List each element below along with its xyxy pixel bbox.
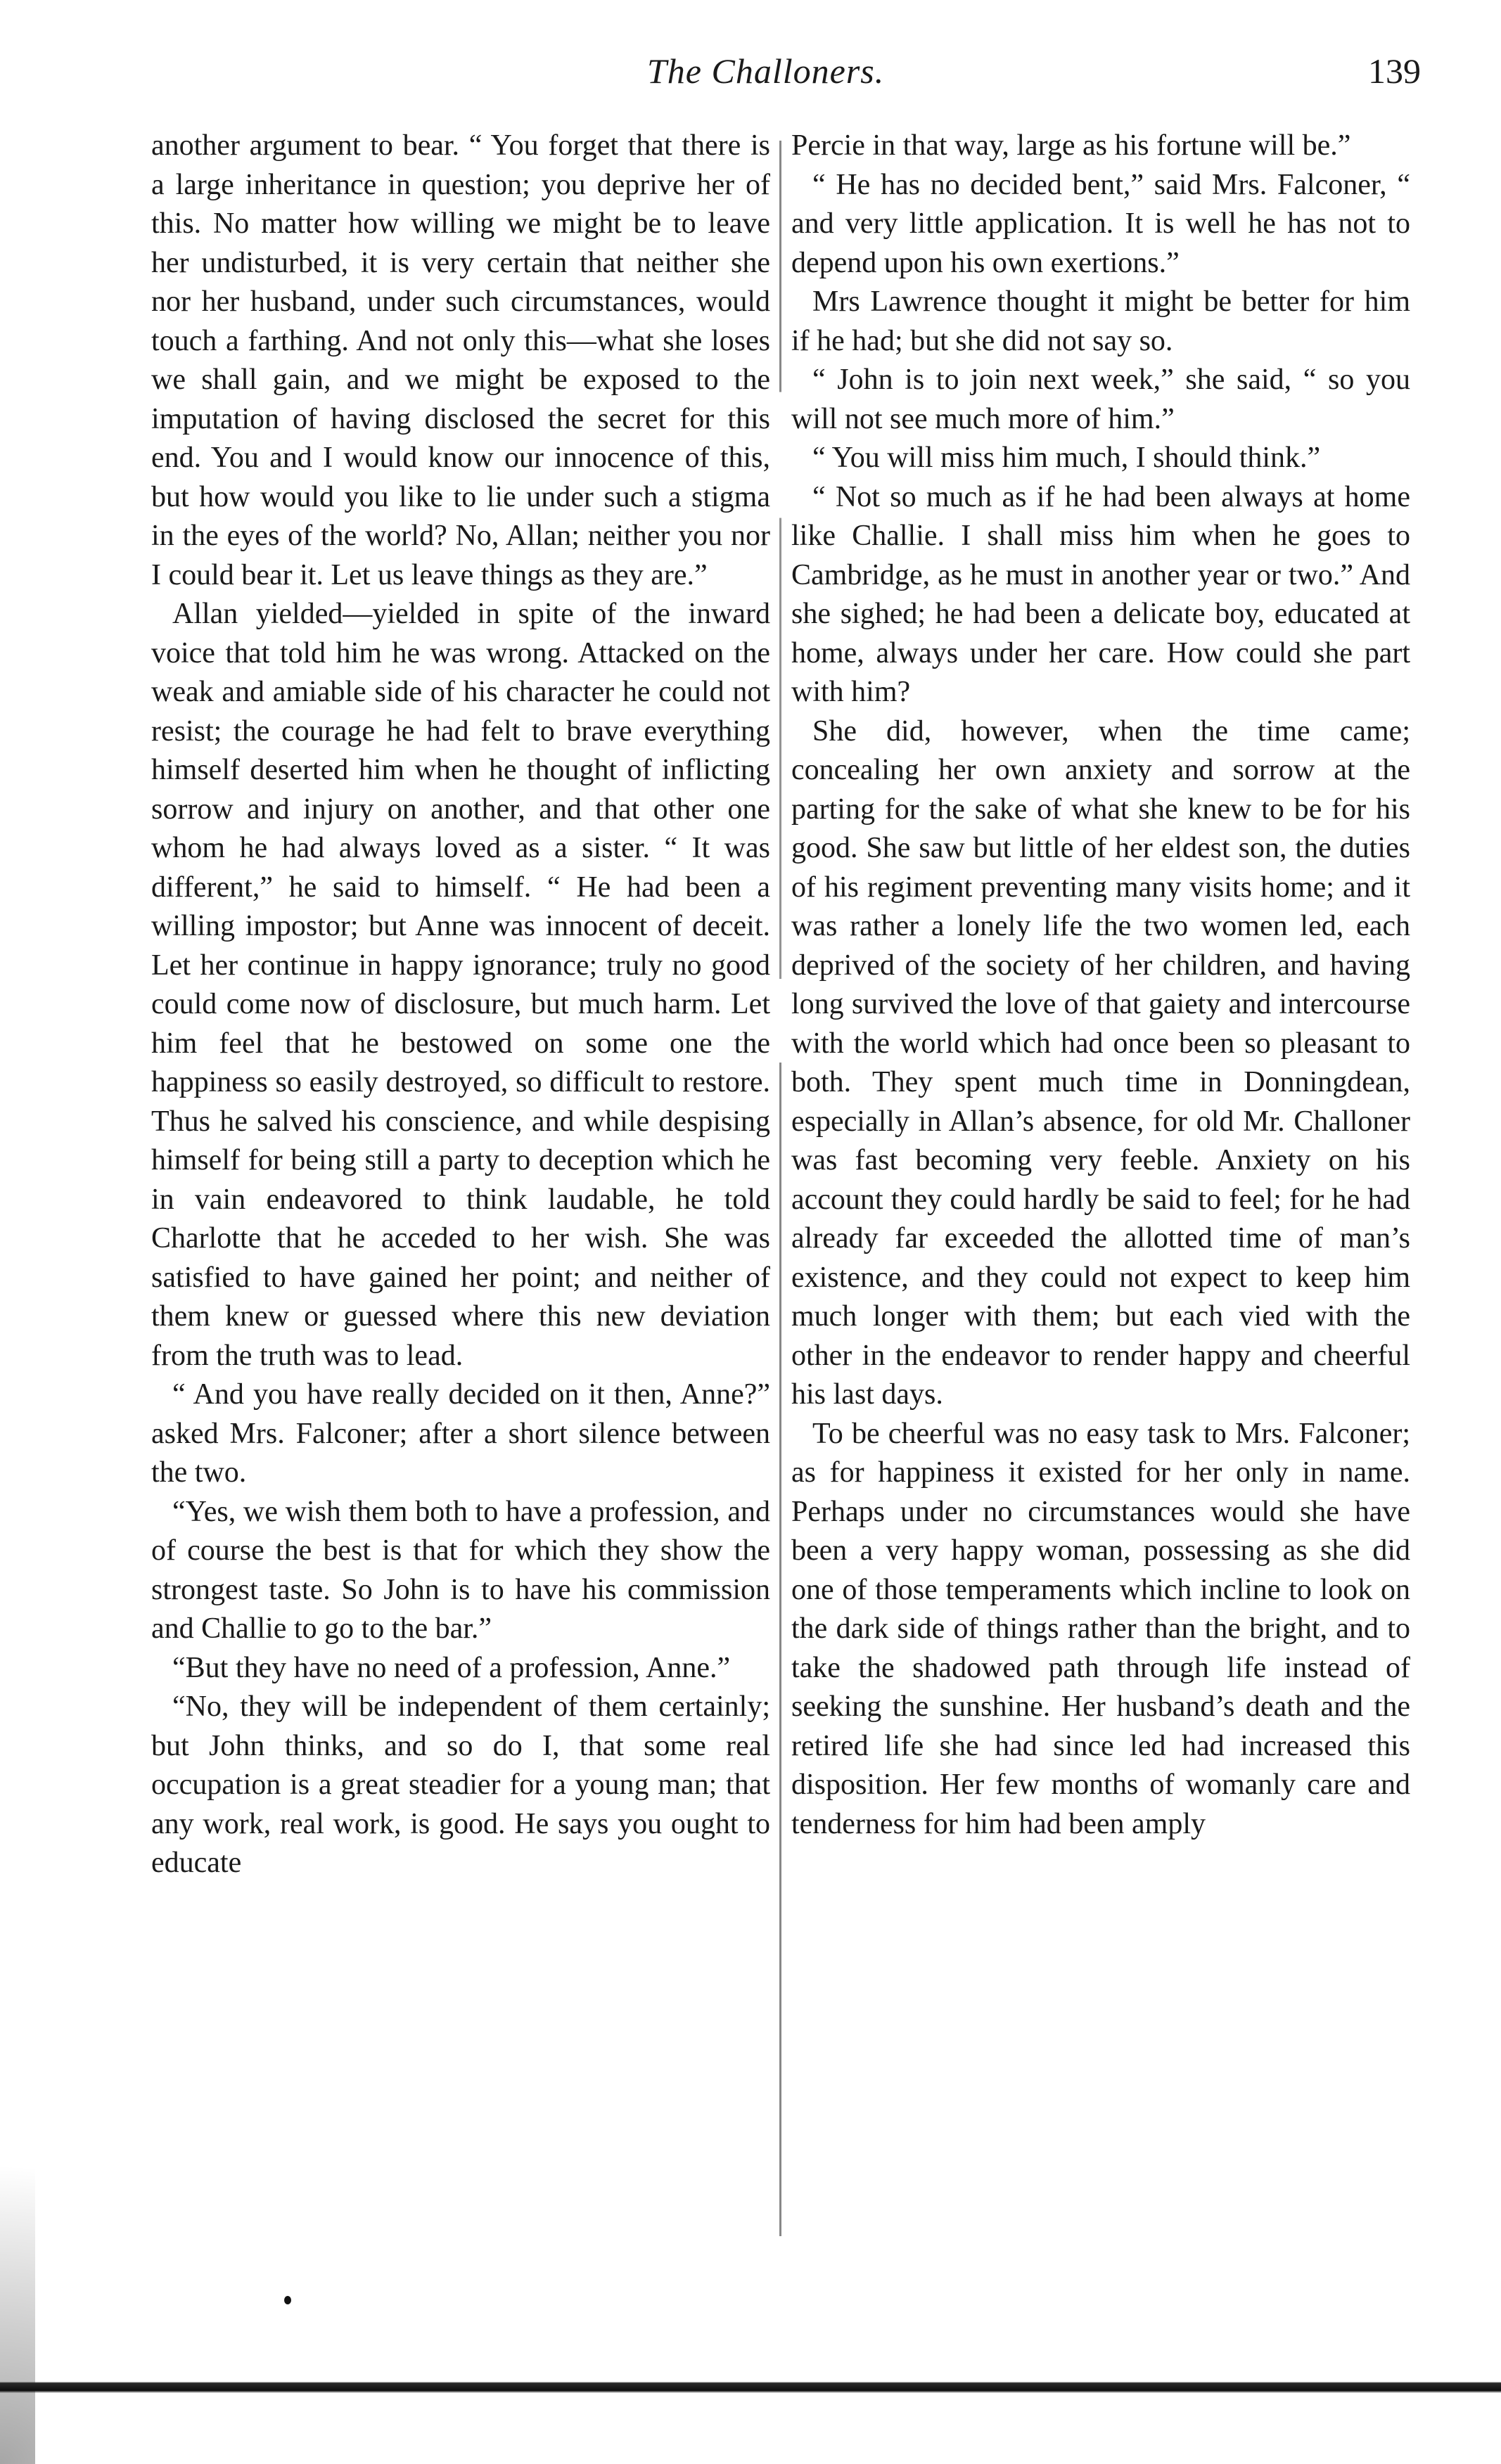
column-rule xyxy=(779,141,781,2236)
page-number: 139 xyxy=(1368,51,1421,91)
paragraph: To be cheerful was no easy task to Mrs. Falconer; as for happiness it existed for her only in name. Perhaps under no circumstances would she have been a very happy woman, possessing as she did one of those temperaments which incline to look on the dark side of things rather than the bright, and to take the shadowed path through life instead of seeking the sunshine. Her husband’s death and the retired life she had since led had increased this disposition. Her few months of womanly care and tenderness for him had been amply xyxy=(791,1417,1410,1840)
paragraph: “ He has no decided bent,” said Mrs. Falconer, “ and very little application. It is well he has not to depend upon his own exertions.” xyxy=(791,168,1410,279)
running-title: The Challoners. xyxy=(647,51,885,91)
paragraph: “ You will miss him much, I should think.” xyxy=(812,442,1321,474)
paragraph: “ Not so much as if he had been always at home like Challie. I shall miss him when he goes to Cambridge, as he must in another year or two.” And she sighed; he had been a delicate boy, educated at home, always under her care. How could she part with him? xyxy=(791,480,1410,708)
paragraph: Mrs Lawrence thought it might be better for him if he had; but she did not say so. xyxy=(791,285,1410,357)
right-column xyxy=(791,127,1410,1844)
paragraph: “ John is to join next week,” she said, “ so you will not see much more of him.” xyxy=(791,364,1410,435)
ink-speck xyxy=(284,2296,291,2304)
paragraph: “Yes, we wish them both to have a profession, and of course the best is that for which they show the strongest taste. So John is to have his commission and Challie to go to the bar.” xyxy=(151,1495,770,1645)
paragraph: Allan yielded—yielded in spite of the inward voice that told him he was wrong. Attacked on the weak and amiable side of his character he could not resist; the courage he had felt to brave everything himself deserted him when he thought of inflicting sorrow and injury on another, and that other one whom he had always loved as a sister. “ It was different,” he said to himself. “ He had been a willing impostor; but Anne was innocent of deceit. Let her continue in happy ignorance; truly no good could come now of disclosure, but much harm. Let him feel that he bestowed on some one the happiness so easily destroyed, so difficult to restore. Thus he salved his conscience, and while despising himself for being still a party to deception which he in vain endeavored to think laudable, he told Charlotte that he acceded to her wish. She was satisfied to have gained her point; and neither of them knew or guessed where this new deviation from the truth was to lead. xyxy=(151,598,770,1372)
paragraph: “But they have no need of a profession, Anne.” xyxy=(172,1651,731,1684)
paragraph: She did, however, when the time came; concealing her own anxiety and sorrow at the parting for the sake of what she knew to be for his good. She saw but little of her eldest son, the duties of his regiment preventing many visits home; and it was rather a lonely life the two women led, each deprived of the society of her children, and having long survived the love of that gaiety and intercourse with the world which had once been so pleasant to both. They spent much time in Donningdean, especially in Allan’s absence, for old Mr. Challoner was fast becoming very feeble. Anxiety on his account they could hardly be said to feel; for he had already far exceeded the allotted time of man’s existence, and they could not expect to keep him much longer with them; but each vied with the other in the endeavor to render happy and cheerful his last days. xyxy=(791,714,1410,1411)
paragraph: another argument to bear. “ You forget that there is a large inheritance in question; you deprive her of this. No matter how willing we might be to leave her undisturbed, it is very certain that neither she nor her husband, under such circumstances, would touch a farthing. And not only this—what she loses we shall gain, and we might be exposed to the imputation of having disclosed the secret for this end. You and I would know our innocence of this, but how would you like to lie under such a stigma in the eyes of the world? No, Allan; neither you nor I could bear it. Let us leave things as they are.” xyxy=(151,129,770,591)
paragraph: “ And you have really decided on it then, Anne?” asked Mrs. Falconer; after a short silence between the two. xyxy=(151,1378,770,1489)
scan-bottom-edge xyxy=(0,2337,1501,2464)
left-column xyxy=(151,127,770,1883)
paragraph: Percie in that way, large as his fortune will be.” xyxy=(791,129,1351,162)
paragraph: “No, they will be independent of them certainly; but John thinks, and so do I, that some real occupation is a great steadier for a young man; that any work, real work, is good. He says you ought to educate xyxy=(151,1690,770,1879)
page-header xyxy=(647,51,1421,114)
